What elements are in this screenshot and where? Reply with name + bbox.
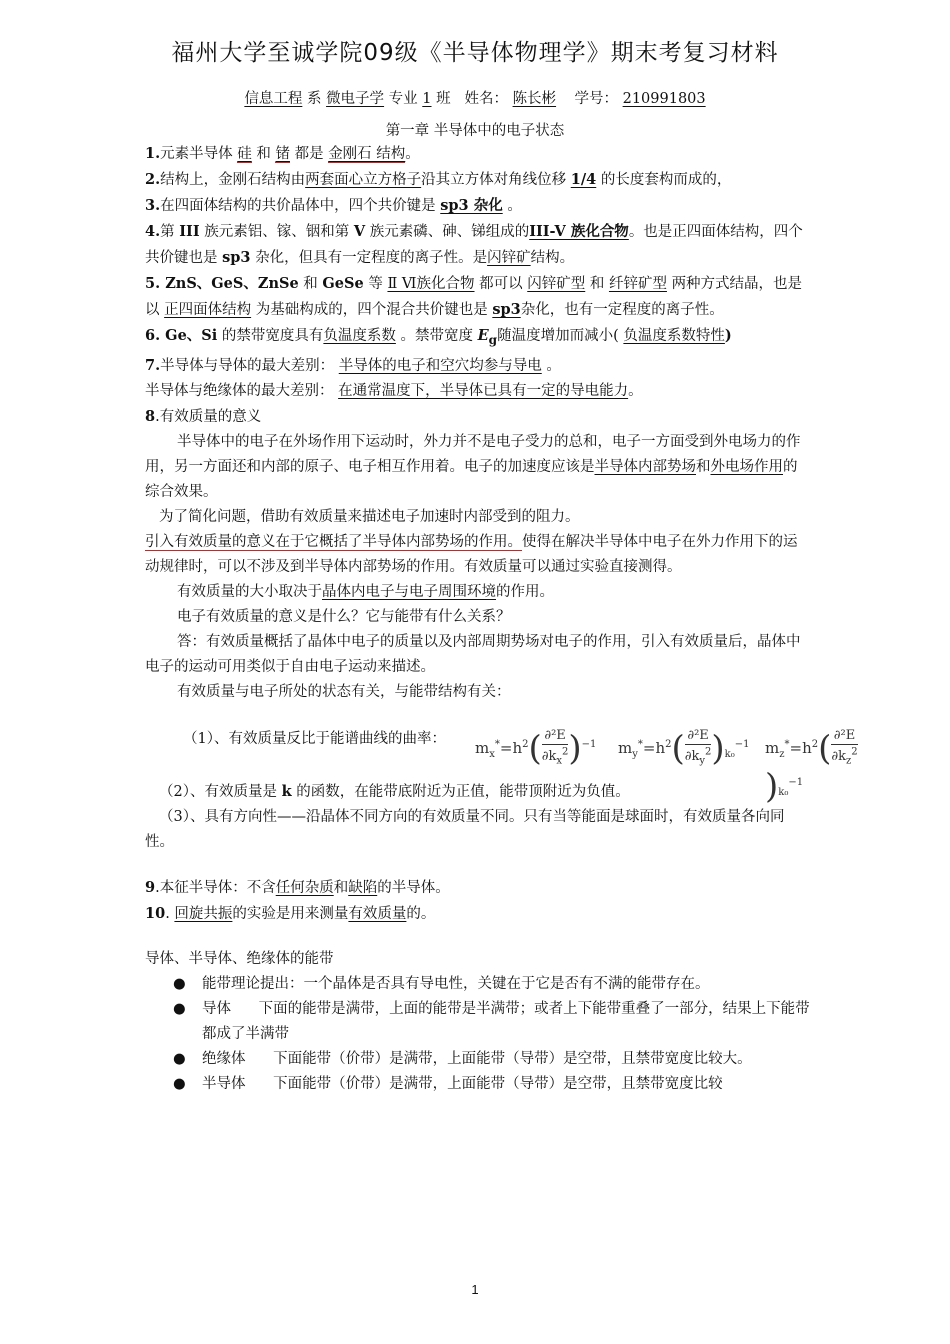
question-2: 2.结构上，金刚石结构由两套面心立方格子沿其立方体对角线位移 1/4 的长度套构而成的， [145, 171, 732, 188]
question-8-heading: 8.有效质量的意义 [145, 407, 262, 425]
answer-blank: Ⅱ Ⅵ族化合物 [387, 276, 475, 292]
answer-blank: 半导体内部势场 [594, 458, 696, 475]
dept-suffix: 系 [306, 91, 322, 107]
answer-text: 答：有效质量概括了晶体中电子的质量以及内部周期势场对电子的作用，引入有效质量后，晶体中电子的运动可用类似于自由电子运动来描述。 [145, 633, 801, 675]
question-text: 电子有效质量的意义是什么？它与能带有什么关系？ [177, 608, 511, 625]
answer-blank: III-V 族化合物 [529, 223, 629, 240]
list-item: ● 导体 下面的能带是满带，上面的能带是半满带；或者上下能带重叠了一部分，结果上下能带都成了半满带 [145, 997, 810, 1047]
highlighted-sentence: 引入有效质量的意义在于它概括了半导体内部势场的作用。 [145, 533, 522, 550]
item-2: （2）、有效质量是 k 的函数，在能带底附近为正值，能带顶附近为负值。 [159, 782, 630, 800]
answer-blank: 回旋共振 [174, 905, 233, 922]
major-suffix: 专业 [388, 91, 418, 107]
question-7-line-2: 半导体与绝缘体的最大差别： 在通常温度下，半导体已具有一定的导电能力。 [145, 382, 643, 399]
effective-mass-formulas [475, 714, 885, 807]
answer-blank: sp3 杂化 [440, 197, 503, 214]
answer-blank: 硅 [237, 146, 252, 162]
class-value: 1 [422, 91, 432, 107]
paragraph: 有效质量的大小取决于晶体内电子与电子周围环境的作用。 [177, 583, 554, 600]
question-6: 6. Ge、Si 的禁带宽度具有负温度系数 。禁带宽度 $E_g$随温度增加而减小( 负温度系数特性) [145, 327, 732, 347]
question-3: 3.在四面体结构的共价晶体中，四个共价键是 sp3 杂化 。 [145, 197, 522, 214]
answer-blank: 纤锌矿型 [608, 276, 667, 292]
bullet-icon: ● [173, 975, 186, 992]
bands-heading: 导体、半导体、绝缘体的能带 [145, 950, 334, 967]
list-item: ● 能带理论提出：一个晶体是否具有导电性，关键在于它是否有不满的能带存在。 [145, 972, 810, 997]
answer-blank: 晶体内电子与电子周围环境 [322, 583, 496, 600]
class-suffix: 班 [436, 91, 451, 107]
answer-blank: 负温度系数特性 [623, 328, 725, 344]
bullet-icon: ● [173, 1000, 186, 1017]
paragraph: 引入有效质量的意义在于它概括了半导体内部势场的作用。使得在解决半导体中电子在外力作用下的运动规律时，可以不涉及到半导体内部势场的作用。有效质量可以通过实验直接测得。 [145, 533, 798, 575]
answer-blank: 锗 [275, 146, 290, 162]
major-value: 微电子学 [326, 91, 385, 107]
answer-blank: 有效质量 [348, 905, 407, 922]
id-value: 210991803 [622, 91, 706, 107]
question-9: 9.本征半导体：不含任何杂质和缺陷的半导体。 [145, 878, 450, 896]
answer-blank: 半导体的电子和空穴均参与导电 [338, 357, 542, 374]
formula-my: $m_y^*=h^2$( $\frac{\text{∂²E}}{\partial k_y^2})_{k_0}^{-1}$ [618, 727, 750, 769]
formula-mx: $m_x^*=h^2$( $\frac{\text{∂²E}}{\partial k_x^2})^{-1}$ [475, 727, 597, 769]
question-5: 5. ZnS、GeS、ZnSe 和 GeSe 等 Ⅱ Ⅵ族化合物 都可以 闪锌矿型 和 纤锌矿型 两种方式结晶，也是以 正四面体结构 为基础构成的，四个混合共价键也是 sp3杂化，也有一定程度的离子性。 [145, 275, 803, 318]
id-label: 学号： [574, 91, 618, 107]
paragraph: 为了简化问题，借助有效质量来描述电子加速时内部受到的阻力。 [159, 508, 580, 525]
list-item: ● 半导体 下面能带（价带）是满带，上面能带（导带）是空带，且禁带宽度比较 [145, 1072, 810, 1097]
page-number: 1 [471, 1282, 479, 1297]
chapter-heading: 第一章 半导体中的电子状态 [385, 123, 565, 139]
answer-blank: sp3 [492, 301, 521, 318]
dept-value: 信息工程 [244, 91, 303, 107]
question-1: 1.元素半导体 硅 和 锗 都是 金刚石 结构。 [145, 145, 420, 162]
name-label: 姓名： [464, 91, 508, 107]
question-4: 4.第 III 族元素铝、镓、铟和第 V 族元素磷、砷、锑组成的III-V 族化合物。也是正四面体结构，四个共价键也是 sp3 杂化，但具有一定程度的离子性。是闪锌矿结构。 [145, 223, 803, 266]
bullet-icon: ● [173, 1075, 186, 1092]
paragraph: 有效质量与电子所处的状态有关，与能带结构有关： [177, 683, 511, 700]
list-item: ● 绝缘体 下面能带（价带）是满带，上面能带（导带）是空带，且禁带宽度比较大。 [145, 1047, 810, 1072]
answer-blank: 在通常温度下，半导体已具有一定的导电能力 [338, 382, 629, 399]
answer-blank: 缺陷 [348, 879, 378, 896]
student-info-line [0, 87, 950, 108]
answer-blank: 两套面心立方格子 [305, 172, 422, 188]
bullet-icon: ● [173, 1050, 186, 1067]
answer-blank: 负温度系数 [323, 328, 396, 344]
item-3: （3）、具有方向性——沿晶体不同方向的有效质量不同。只有当等能面是球面时，有效质量各向同性。 [145, 808, 785, 850]
answer-blank: 闪锌矿型 [527, 276, 586, 292]
name-value: 陈长彬 [512, 91, 557, 107]
document-body [145, 141, 858, 1097]
question-7: 7.半导体与导体的最大差别： 半导体的电子和空穴均参与导电 。 [145, 356, 561, 374]
answer-blank: 外电场作用 [710, 458, 783, 475]
answer-blank: 任何杂质 [275, 879, 334, 896]
question-10: 10. 回旋共振的实验是用来测量有效质量的。 [145, 904, 436, 922]
item-1: （1）、有效质量反比于能谱曲线的曲率： [183, 730, 446, 747]
formula-mz: $m_z^*=h^2$( $\frac{\text{∂²E}}{\partial k_z^2})_{k_0}^{-1}$ [765, 727, 858, 807]
document-title: 福州大学至诚学院09级《半导体物理学》期末考复习材料 [171, 40, 779, 66]
answer-blank: 闪锌矿 [487, 250, 531, 266]
answer-blank: 正四面体结构 [164, 302, 252, 318]
answer-blank: 1/4 [570, 171, 597, 188]
answer-blank: 金刚石 结构 [328, 146, 406, 162]
paragraph: 半导体中的电子在外场作用下运动时，外力并不是电子受力的总和，电子一方面受到外电场力的作用，另一方面还和内部的原子、电子相互作用着。电子的加速度应该是半导体内部势场和外电场作用的综合效果。 [145, 433, 801, 500]
